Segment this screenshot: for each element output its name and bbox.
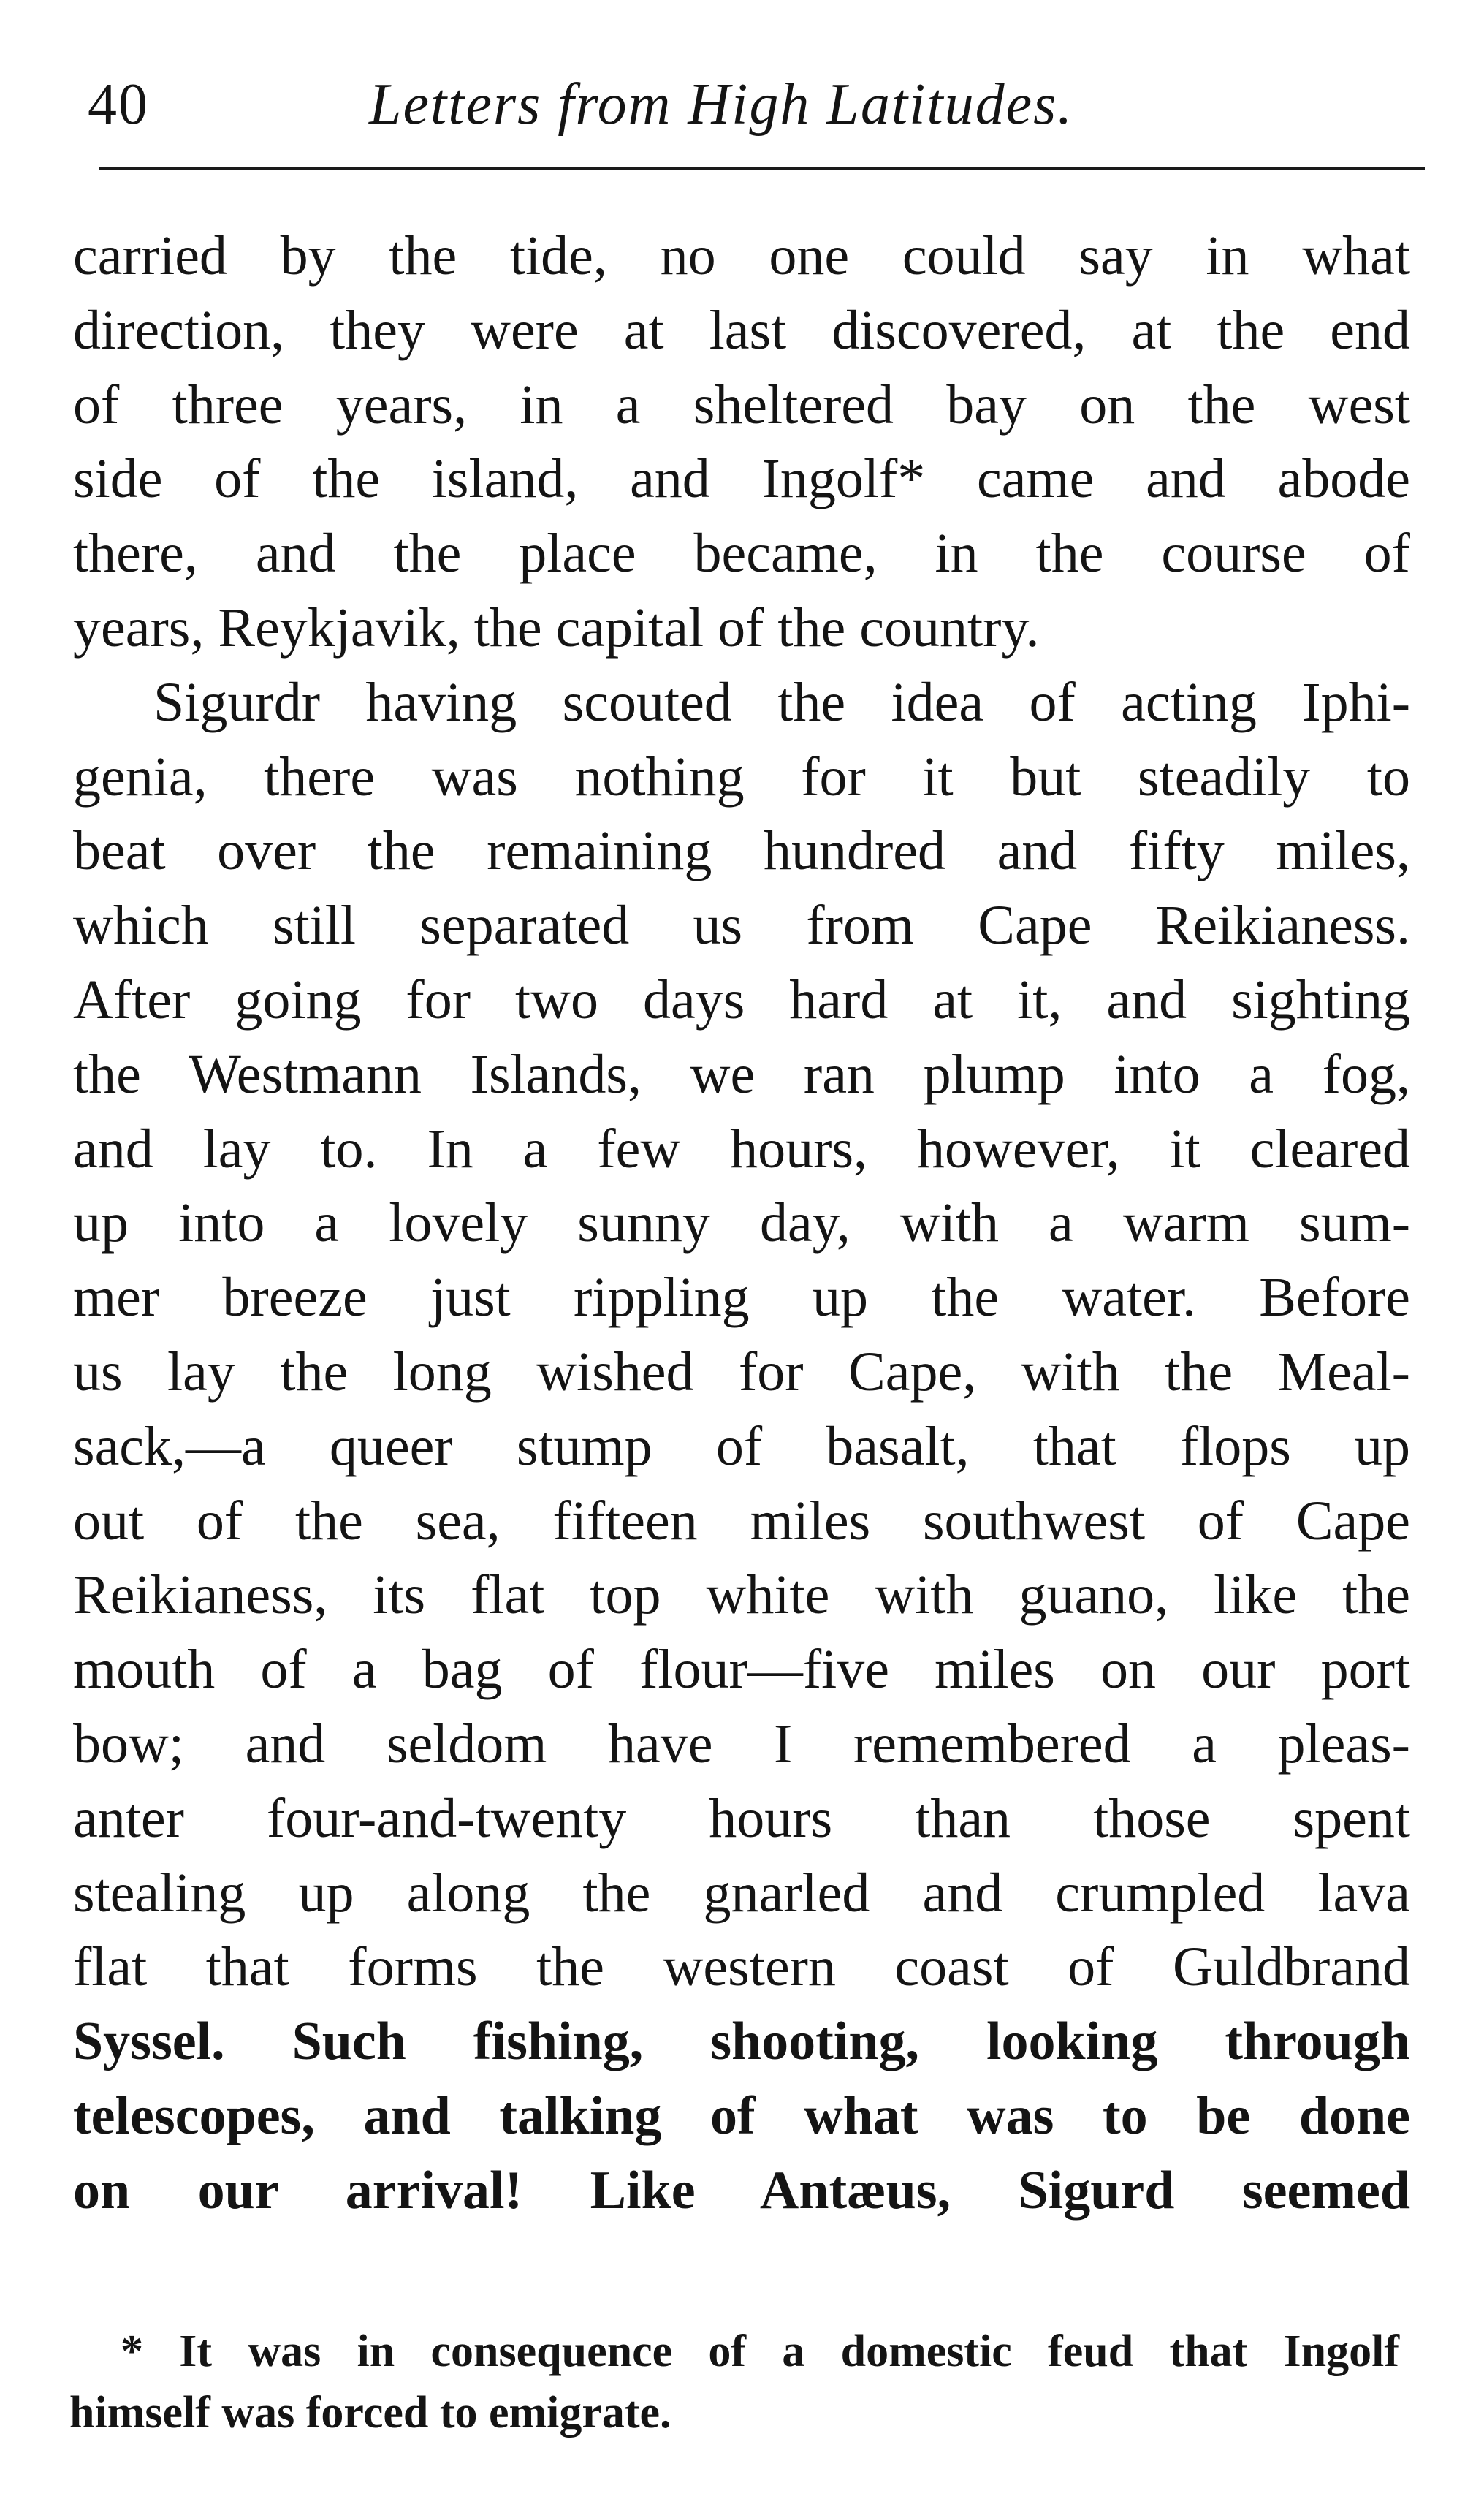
text-line: carried by the tide, no one could say in what — [73, 225, 1410, 287]
text-line: telescopes, and talking of what was to be done — [73, 2085, 1410, 2146]
text-line: direction, they were at last discovered, at the end — [73, 299, 1410, 361]
text-line: genia, there was nothing for it but steadily to — [73, 746, 1410, 808]
body-text — [73, 219, 1410, 2229]
text-line: up into a lovely sunny day, with a warm sum- — [73, 1192, 1410, 1254]
running-title: Letters from High Latitudes. — [369, 72, 1074, 137]
text-line: sack,—a queer stump of basalt, that flops up — [73, 1415, 1410, 1477]
text-line: mer breeze just rippling up the water. Before — [73, 1267, 1410, 1329]
footnote-line: himself was forced to emigrate. — [69, 2388, 671, 2438]
text-line: anter four-and-twenty hours than those spent — [73, 1787, 1410, 1849]
text-line: out of the sea, fifteen miles southwest of Cape — [73, 1490, 1410, 1552]
text-line: flat that forms the western coast of Guldbrand — [73, 1936, 1410, 1998]
header-rule — [99, 167, 1425, 170]
page-header — [88, 64, 1425, 145]
text-line: there, and the place became, in the course of — [73, 523, 1410, 585]
text-line: beat over the remaining hundred and fifty miles, — [73, 820, 1410, 882]
text-line: which still separated us from Cape Reikianess. — [73, 895, 1410, 957]
paragraph-start-line: Sigurdr having scouted the idea of acting Iphi- — [153, 671, 1410, 733]
text-line: mouth of a bag of flour—five miles on our port — [73, 1639, 1410, 1701]
text-line: on our arrival! Like Antæus, Sigurd seemed — [73, 2160, 1410, 2221]
footnote-line: * It was in consequence of a domestic feud that Ingolf — [121, 2327, 1399, 2376]
text-line: us lay the long wished for Cape, with the Meal- — [73, 1340, 1410, 1403]
text-line: years, Reykjavik, the capital of the country. — [73, 596, 1040, 659]
text-line: bow; and seldom have I remembered a pleas- — [73, 1713, 1410, 1775]
text-line: stealing up along the gnarled and crumpled lava — [73, 1862, 1410, 1924]
footnote — [69, 2321, 1399, 2443]
text-line: Reikianess, its flat top white with guano, like the — [73, 1564, 1410, 1626]
text-line: and lay to. In a few hours, however, it cleared — [73, 1118, 1410, 1180]
text-line: Syssel. Such fishing, shooting, looking through — [73, 2011, 1410, 2072]
text-line: After going for two days hard at it, and sighting — [73, 968, 1410, 1031]
page-number: 40 — [88, 72, 149, 137]
text-line: side of the island, and Ingolf* came and abode — [73, 448, 1410, 510]
text-line: of three years, in a sheltered bay on the west — [73, 373, 1410, 436]
text-line: the Westmann Islands, we ran plump into a fog, — [73, 1043, 1410, 1105]
